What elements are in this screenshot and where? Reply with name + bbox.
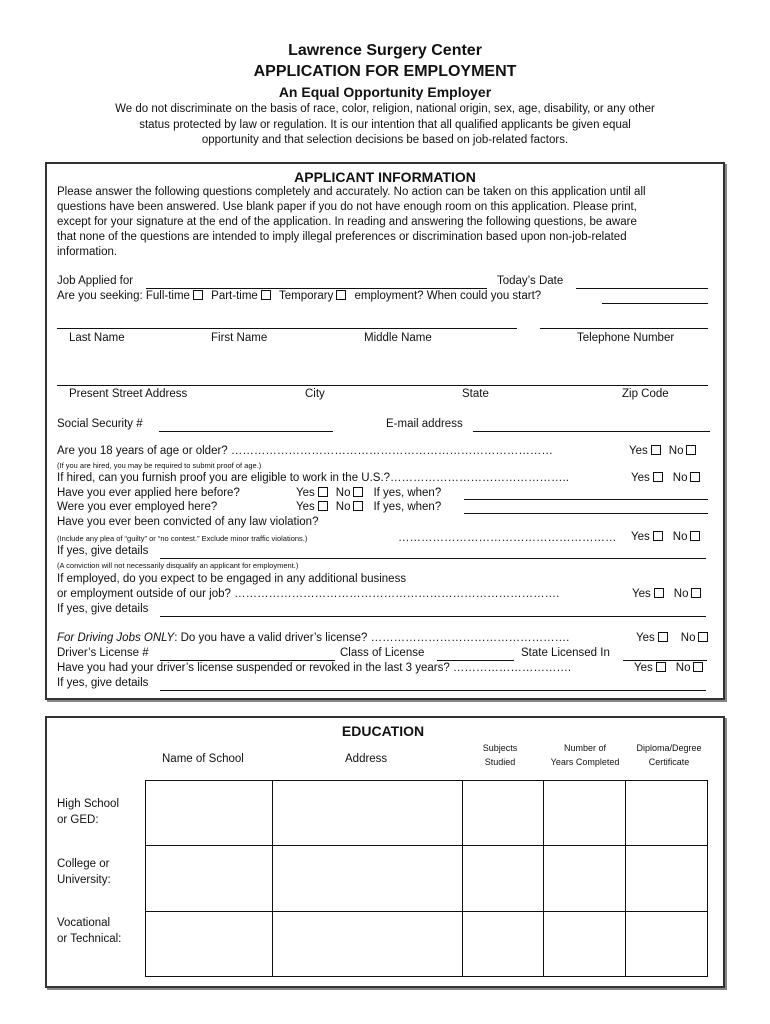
years-cell[interactable] <box>544 781 625 846</box>
zip-label: Zip Code <box>622 388 669 400</box>
q-convicted-note: (Include any plea of “guilty” or “no contest.” Exclude minor traffic violations.) <box>57 534 308 543</box>
address-cell[interactable] <box>273 781 463 846</box>
license-class-label: Class of License <box>340 647 425 659</box>
license-state-field[interactable] <box>623 660 707 661</box>
q-applied-answers <box>296 487 441 499</box>
row-label-line-2: or GED: <box>57 814 99 826</box>
diploma-cell[interactable] <box>625 912 707 977</box>
q-eligible-answers <box>631 472 700 484</box>
q-convicted-dots: ………………………………………………… <box>398 532 617 544</box>
years-cell[interactable] <box>544 846 625 912</box>
license-yes-checkbox[interactable] <box>658 632 668 642</box>
col-subjects-line-2: Studied <box>484 757 516 767</box>
business-yes-checkbox[interactable] <box>654 588 664 598</box>
col-years-line-2: Years Completed <box>550 757 620 767</box>
address-cell[interactable] <box>273 846 463 912</box>
no-label: No <box>673 588 689 600</box>
applied-when-field[interactable] <box>464 499 708 500</box>
education-table <box>145 780 708 977</box>
col-address: Address <box>345 753 388 765</box>
ssn-field[interactable] <box>159 431 333 432</box>
intro-line-3: except for your signature at the end of the application. In reading and answering the following questions, be aware <box>57 216 637 228</box>
q-license-text: : Do you have a valid driver’s license? ……………………………………………. <box>174 632 570 644</box>
col-years-line-1: Number of <box>563 743 607 753</box>
col-diploma <box>628 741 710 769</box>
school-cell[interactable] <box>146 912 273 977</box>
age-no-checkbox[interactable] <box>686 445 696 455</box>
intro-line-2: questions have been answered. Use blank paper if you do not have enough room on this application. Please print, <box>57 201 637 213</box>
subjects-cell[interactable] <box>463 912 544 977</box>
row-label-high-school <box>57 796 119 828</box>
q-age: Are you 18 years of age or older? ………………………………………………………………………… <box>57 445 553 457</box>
email-label: E-mail address <box>386 418 463 430</box>
job-applied-label: Job Applied for <box>57 275 134 287</box>
no-label: No <box>672 531 688 543</box>
q-license <box>57 632 569 644</box>
subjects-cell[interactable] <box>463 781 544 846</box>
school-cell[interactable] <box>146 781 273 846</box>
no-label: No <box>672 472 688 484</box>
conviction-details-label: If yes, give details <box>57 545 149 557</box>
col-diploma-line-1: Diploma/Degree <box>636 743 702 753</box>
no-label: No <box>335 501 351 513</box>
q-convicted: Have you ever been convicted of any law violation? <box>57 516 319 528</box>
suspended-details-field[interactable] <box>160 690 706 691</box>
row-label-line-1: Vocational <box>57 917 111 929</box>
conviction-note: (A conviction will not necessarily disqualify an applicant for employment.) <box>57 561 299 570</box>
address-cell[interactable] <box>273 912 463 977</box>
q-employed: Were you ever employed here? <box>57 501 218 513</box>
yes-label: Yes <box>634 662 653 674</box>
suspended-details-label: If yes, give details <box>57 677 149 689</box>
license-number-label: Driver’s License # <box>57 647 149 659</box>
if-yes-when-label: If yes, when? <box>373 501 442 513</box>
convicted-yes-checkbox[interactable] <box>653 531 663 541</box>
temporary-checkbox[interactable] <box>336 290 346 300</box>
row-label-line-1: High School <box>57 798 120 810</box>
employed-when-field[interactable] <box>464 513 708 514</box>
q-age-answers <box>629 445 696 457</box>
todays-date-label: Today’s Date <box>497 275 564 287</box>
business-details-label: If yes, give details <box>57 603 149 615</box>
col-diploma-line-2: Certificate <box>648 757 690 767</box>
yes-label: Yes <box>636 632 655 644</box>
q-eligible: If hired, can you furnish proof you are eligible to work in the U.S.?……………………………………….. <box>57 472 569 484</box>
temporary-label: Temporary <box>279 290 334 302</box>
age-yes-checkbox[interactable] <box>651 445 661 455</box>
q-license-answers <box>636 632 708 644</box>
table-row <box>146 846 708 912</box>
intro-line-1: Please answer the following questions completely and accurately. No action can be taken on this application until all <box>57 186 646 198</box>
first-name-label: First Name <box>211 332 268 344</box>
company-name: Lawrence Surgery Center <box>288 42 482 59</box>
part-time-checkbox[interactable] <box>261 290 271 300</box>
q-age-note: (If you are hired, you may be required to submit proof of age.) <box>57 461 262 470</box>
telephone-field[interactable] <box>540 328 708 329</box>
address-field[interactable] <box>57 385 708 386</box>
license-no-checkbox[interactable] <box>698 632 708 642</box>
q-business-answers <box>632 588 701 600</box>
table-row <box>146 912 708 977</box>
todays-date-field[interactable] <box>576 288 708 289</box>
diploma-cell[interactable] <box>625 846 707 912</box>
diploma-cell[interactable] <box>625 781 707 846</box>
job-applied-field[interactable] <box>146 288 487 289</box>
suspended-yes-checkbox[interactable] <box>656 662 666 672</box>
business-details-field[interactable] <box>160 616 706 617</box>
q-convicted-answers <box>631 531 700 543</box>
col-years <box>544 741 626 769</box>
intro-line-4: that none of the questions are intended to imply illegal preferences or discrimination based upon non-job-related <box>57 231 627 243</box>
disclaimer-line-1: We do not discriminate on the basis of race, color, religion, national origin, sex, age, disability, or any other <box>115 103 655 115</box>
page-subtitle: An Equal Opportunity Employer <box>278 84 492 100</box>
license-number-field[interactable] <box>160 660 335 661</box>
middle-name-label: Middle Name <box>364 332 432 344</box>
yes-label: Yes <box>296 501 315 513</box>
row-label-line-1: College or <box>57 858 110 870</box>
col-subjects <box>466 741 534 769</box>
employed-no-checkbox[interactable] <box>353 501 363 511</box>
col-school: Name of School <box>162 753 244 765</box>
yes-label: Yes <box>632 588 651 600</box>
row-label-college <box>57 856 111 888</box>
suspended-no-checkbox[interactable] <box>693 662 703 672</box>
subjects-cell[interactable] <box>463 846 544 912</box>
row-label-line-2: or Technical: <box>57 933 122 945</box>
no-label: No <box>675 662 691 674</box>
q-suspended-answers <box>634 662 703 674</box>
eligible-yes-checkbox[interactable] <box>653 472 663 482</box>
yes-label: Yes <box>296 487 315 499</box>
business-no-checkbox[interactable] <box>691 588 701 598</box>
q-applied: Have you ever applied here before? <box>57 487 240 499</box>
disclaimer-line-2: status protected by law or regulation. It is our intention that all qualified applicants be given equal <box>139 119 631 131</box>
education-heading-text: EDUCATION <box>341 723 425 739</box>
q-business-line-1: If employed, do you expect to be engaged in any additional business <box>57 573 407 585</box>
no-label: No <box>668 445 684 457</box>
row-label-vocational <box>57 915 121 947</box>
start-date-label: employment? When could you start? <box>354 290 542 302</box>
col-subjects-line-1: Subjects <box>482 743 518 753</box>
driving-jobs-only-label: For Driving Jobs ONLY <box>57 632 175 644</box>
intro-line-5: information. <box>57 246 118 258</box>
yes-label: Yes <box>631 531 650 543</box>
last-name-label: Last Name <box>69 332 125 344</box>
school-cell[interactable] <box>146 846 273 912</box>
seeking-row <box>57 290 541 302</box>
page-title: APPLICATION FOR EMPLOYMENT <box>253 63 517 80</box>
full-time-label: Are you seeking: Full-time <box>57 290 190 302</box>
license-class-field[interactable] <box>437 660 514 661</box>
conviction-details-field[interactable] <box>160 558 706 559</box>
name-field[interactable] <box>57 328 517 329</box>
table-row <box>146 781 708 846</box>
street-label: Present Street Address <box>69 388 188 400</box>
email-field[interactable] <box>473 431 710 432</box>
full-time-checkbox[interactable] <box>193 290 203 300</box>
city-label: City <box>305 388 325 400</box>
part-time-label: Part-time <box>211 290 258 302</box>
state-label: State <box>462 388 489 400</box>
ssn-label: Social Security # <box>57 418 143 430</box>
telephone-label: Telephone Number <box>577 332 675 344</box>
convicted-no-checkbox[interactable] <box>690 531 700 541</box>
disclaimer-line-3: opportunity and that selection decisions be based on job-related factors. <box>201 134 569 146</box>
if-yes-when-label: If yes, when? <box>373 487 442 499</box>
eligible-no-checkbox[interactable] <box>690 472 700 482</box>
applied-no-checkbox[interactable] <box>353 487 363 497</box>
row-label-line-2: University: <box>57 874 111 886</box>
q-employed-answers <box>296 501 441 513</box>
applied-yes-checkbox[interactable] <box>318 487 328 497</box>
employed-yes-checkbox[interactable] <box>318 501 328 511</box>
applicant-heading: APPLICANT INFORMATION <box>294 169 476 185</box>
q-suspended: Have you had your driver’s license suspended or revoked in the last 3 years? …………………………. <box>57 662 572 674</box>
q-business-line-2: or employment outside of our job? …………………………………………………………………………. <box>57 588 560 600</box>
years-cell[interactable] <box>544 912 625 977</box>
yes-label: Yes <box>631 472 650 484</box>
no-label: No <box>680 632 696 644</box>
license-state-label: State Licensed In <box>521 647 610 659</box>
no-label: No <box>335 487 351 499</box>
start-date-field[interactable] <box>602 303 708 304</box>
yes-label: Yes <box>629 445 648 457</box>
education-heading <box>0 723 770 739</box>
